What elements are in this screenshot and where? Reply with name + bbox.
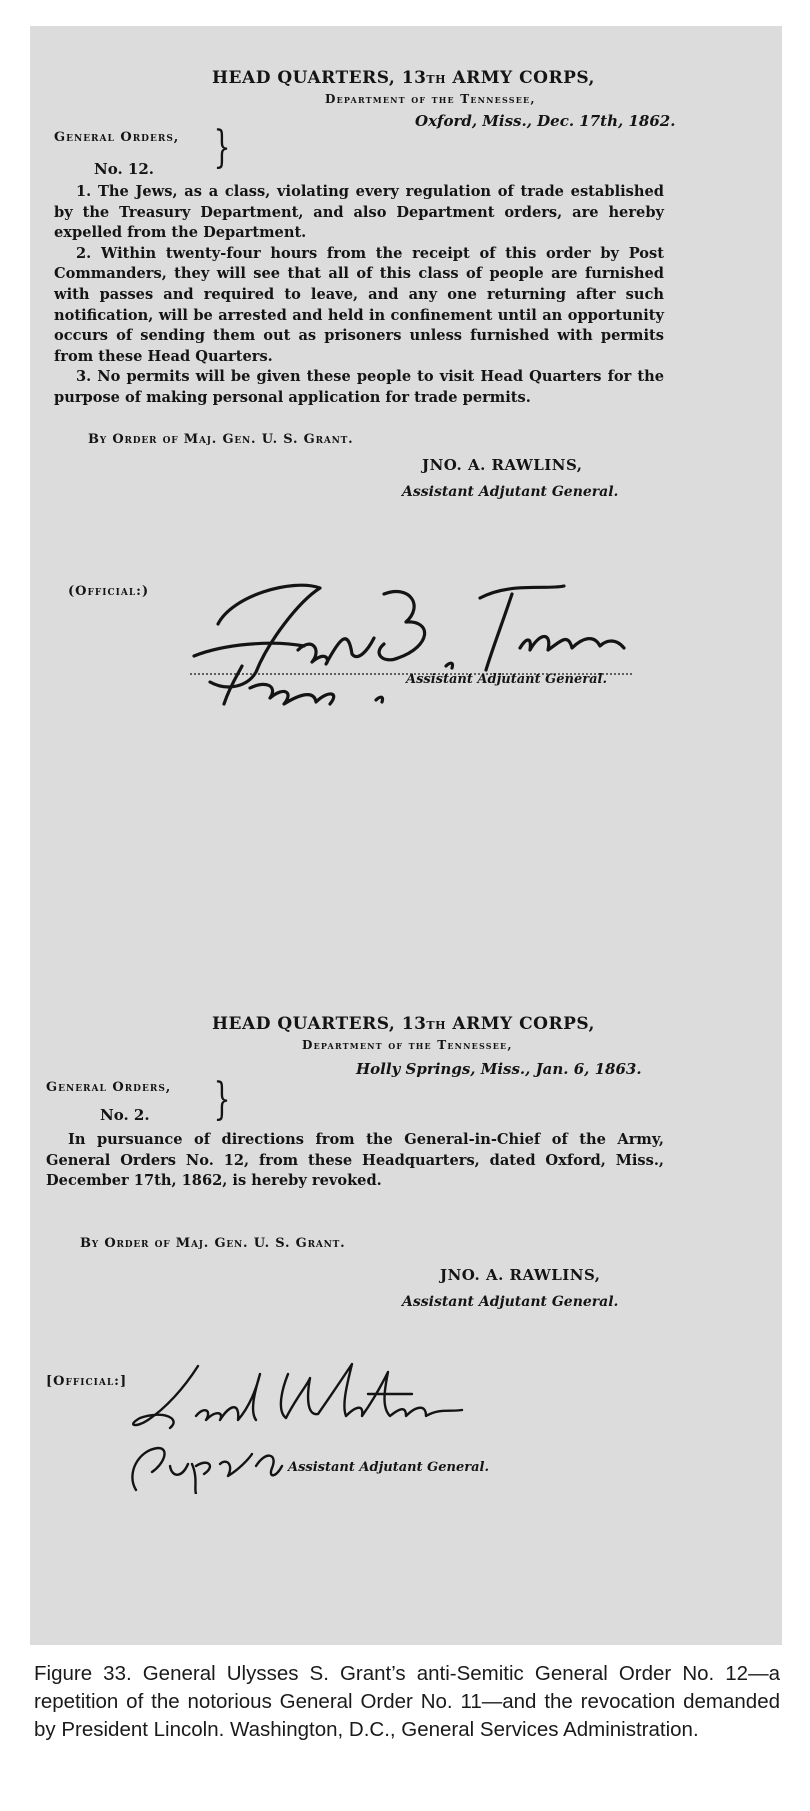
official-label: [Official:] [46, 1374, 128, 1389]
general-orders-label: General Orders, [54, 130, 180, 145]
general-orders-label: General Orders, [46, 1080, 172, 1095]
by-order-line: By Order of Maj. Gen. U. S. Grant. [80, 1236, 346, 1251]
signature-title: Assistant Adjutant General. [406, 672, 607, 687]
signer-name: JNO. A. RAWLINS, [422, 456, 583, 474]
department-line: Department of the Tennessee, [325, 92, 536, 106]
department-line: Department of the Tennessee, [302, 1038, 513, 1052]
general-orders-number: No. 2. [100, 1106, 150, 1124]
signature-title: Assistant Adjutant General. [288, 1460, 489, 1475]
signer-title: Assistant Adjutant General. [402, 1294, 619, 1310]
paragraph: 3. No permits will be given these people to visit Head Quarters for the purpose of making personal application for trade permits. [54, 368, 664, 406]
brace-glyph: } [213, 1074, 231, 1125]
brace-glyph: } [213, 122, 231, 173]
general-order-12 [30, 26, 782, 816]
place-date: Oxford, Miss., Dec. 17th, 1862. [415, 112, 676, 130]
handwritten-signature [180, 554, 640, 714]
order-body [54, 182, 664, 409]
signer-name: JNO. A. RAWLINS, [440, 1266, 601, 1284]
figure-caption: Figure 33. General Ulysses S. Grant’s anti-Semitic General Order No. 12—a repetition of the notorious General Order No. 11—and the revocation demanded by President Lincoln. Washington, D.C., General Services Administration. [34, 1662, 780, 1741]
general-orders-number: No. 12. [94, 160, 154, 178]
general-order-2 [30, 994, 782, 1644]
order-body [46, 1130, 664, 1192]
official-label: (Official:) [68, 584, 150, 599]
paragraph: In pursuance of directions from the General-in-Chief of the Army, General Orders No. 12, from these Headquarters, dated Oxford, Miss., December 17th, 1862, is hereby revoked. [46, 1131, 664, 1190]
paragraph: 1. The Jews, as a class, violating every regulation of trade established by the Treasury Department, and also Department orders, are hereby expelled from the Department. [54, 183, 664, 242]
by-order-line: By Order of Maj. Gen. U. S. Grant. [88, 432, 354, 447]
headquarters-heading: HEAD QUARTERS, 13TH ARMY CORPS, [212, 68, 595, 88]
signer-title: Assistant Adjutant General. [402, 484, 619, 500]
document-plate [30, 26, 782, 1645]
headquarters-heading: HEAD QUARTERS, 13TH ARMY CORPS, [212, 1014, 595, 1034]
paragraph: 2. Within twenty-four hours from the receipt of this order by Post Commanders, they will see that all of this class of people are furnished with passes and required to leave, and any one returning after such notification, will be arrested and held in confinement until an opportunity occurs of sending them out as prisoners unless furnished with permits from these Head Quarters. [54, 244, 664, 365]
place-date: Holly Springs, Miss., Jan. 6, 1863. [356, 1060, 642, 1078]
